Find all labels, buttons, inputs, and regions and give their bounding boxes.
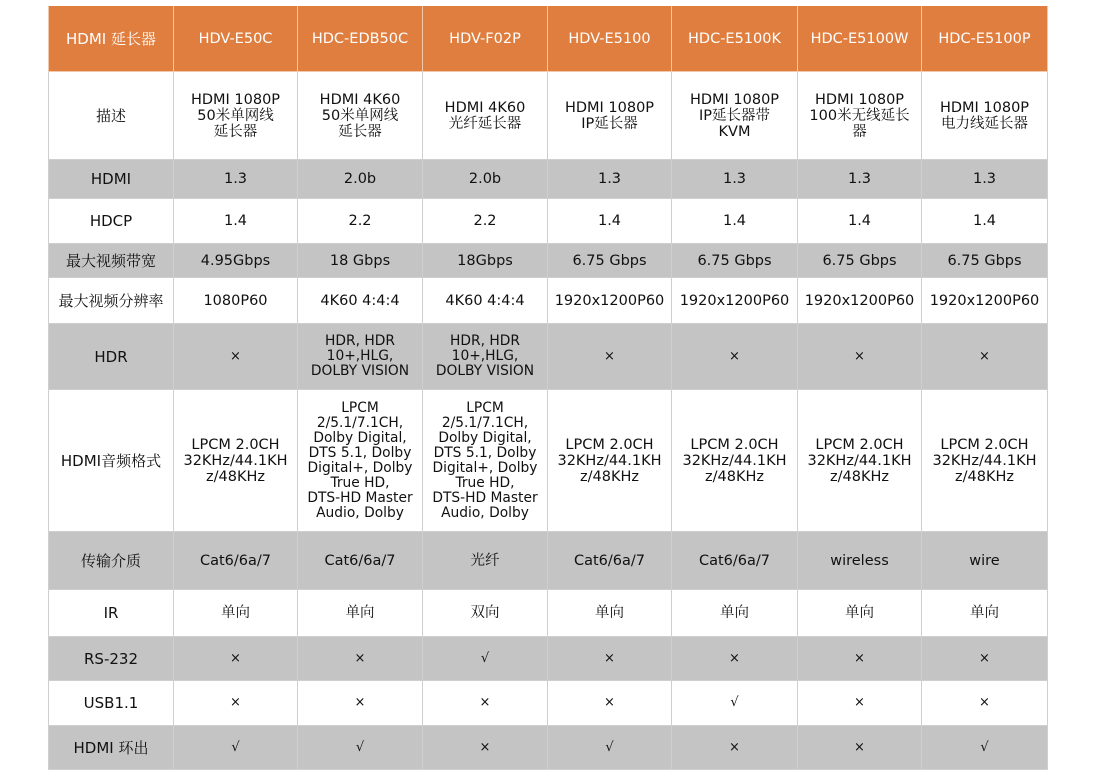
table-cell — [672, 199, 798, 244]
cell-line: 32KHz/44.1KH — [932, 452, 1037, 469]
cell-line: 1.3 — [597, 171, 622, 187]
cell-line: × — [729, 739, 740, 755]
cell-line: × — [230, 650, 241, 666]
cell-line: LPCM 2.0CH — [191, 436, 280, 453]
table-cell — [798, 532, 922, 590]
cell-line: 1.4 — [972, 213, 997, 229]
cell-line: × — [854, 650, 865, 666]
table-cell — [922, 681, 1048, 726]
cell-line: 单向 — [221, 605, 250, 621]
table-row — [49, 390, 1048, 532]
cell-line: 1920x1200P60 — [554, 292, 665, 309]
cell-line: 单向 — [845, 605, 874, 621]
table-cell — [548, 390, 672, 532]
cell-line: 单向 — [595, 605, 624, 621]
table-row — [49, 199, 1048, 244]
cell-line: z/48KHz — [705, 468, 764, 485]
cell-line: 2.2 — [348, 213, 372, 229]
header-model: HDC-E5100K — [672, 6, 798, 72]
cell-line: 1.4 — [597, 213, 622, 229]
table-cell — [922, 324, 1048, 390]
cell-line: × — [354, 695, 366, 710]
cell-line: 单向 — [970, 605, 999, 621]
table-cell — [423, 72, 548, 160]
cell-line: 单向 — [345, 605, 375, 621]
row-label: HDCP — [49, 199, 174, 244]
cell-line: True HD, — [330, 474, 390, 491]
cell-line: z/48KHz — [580, 468, 639, 485]
table-cell — [298, 278, 423, 324]
cell-line: DTS-HD Master — [432, 489, 538, 506]
table-cell — [548, 532, 672, 590]
table-cell — [672, 72, 798, 160]
cell-line: × — [854, 739, 865, 755]
cell-line: 10+,HLG, — [326, 348, 394, 364]
table-cell — [174, 160, 298, 199]
cell-line: HDMI 1080P — [564, 99, 655, 116]
cell-line: DOLBY VISION — [435, 363, 535, 379]
row-label: 最大视频带宽 — [49, 244, 174, 278]
table-cell — [672, 324, 798, 390]
table-cell — [798, 72, 922, 160]
cell-line: wireless — [830, 552, 889, 569]
table-cell — [298, 160, 423, 199]
table-cell — [548, 681, 672, 726]
cell-line: 32KHz/44.1KH — [557, 452, 662, 469]
cell-line: Audio, Dolby — [316, 504, 404, 521]
table-cell — [922, 532, 1048, 590]
table-cell — [798, 726, 922, 770]
cell-line: √ — [355, 739, 365, 755]
table-row — [49, 160, 1048, 199]
table-cell — [174, 681, 298, 726]
spec-comparison-table-wrapper — [48, 6, 1047, 770]
cell-line: 18 Gbps — [329, 252, 391, 269]
cell-line: 1.3 — [972, 171, 997, 187]
cell-line: 4K60 4:4:4 — [445, 292, 525, 309]
table-cell — [298, 244, 423, 278]
cell-line: 32KHz/44.1KH — [807, 452, 912, 469]
cell-line: 单向 — [720, 605, 749, 621]
cell-line: KVM — [718, 123, 751, 140]
cell-line: 延长器 — [213, 123, 258, 140]
table-cell — [174, 244, 298, 278]
cell-line: DTS 5.1, Dolby — [433, 444, 537, 461]
table-cell — [174, 390, 298, 532]
cell-line: × — [354, 650, 366, 666]
cell-line: 1.3 — [223, 171, 248, 187]
row-label: 传输介质 — [49, 532, 174, 590]
cell-line: × — [979, 695, 990, 710]
table-cell — [672, 637, 798, 681]
cell-line: Cat6/6a/7 — [199, 552, 272, 569]
cell-line: 2/5.1/7.1CH, — [441, 414, 529, 431]
table-cell — [423, 590, 548, 637]
table-row — [49, 590, 1048, 637]
cell-line: Audio, Dolby — [441, 504, 529, 521]
table-row — [49, 726, 1048, 770]
row-label: 最大视频分辨率 — [49, 278, 174, 324]
cell-line: wire — [969, 552, 1000, 569]
table-cell — [548, 160, 672, 199]
cell-line: HDMI 4K60 — [444, 99, 526, 116]
table-cell — [922, 390, 1048, 532]
cell-line: Digital+, Dolby — [432, 459, 538, 476]
cell-line: × — [604, 348, 615, 364]
row-label: HDMI音频格式 — [49, 390, 174, 532]
cell-line: 延长器 — [338, 123, 382, 140]
table-cell — [922, 637, 1048, 681]
table-cell — [174, 324, 298, 390]
cell-line: LPCM 2.0CH — [690, 436, 779, 453]
table-cell — [298, 637, 423, 681]
table-cell — [798, 278, 922, 324]
cell-line: 10+,HLG, — [451, 348, 519, 364]
table-cell — [298, 199, 423, 244]
cell-line: 32KHz/44.1KH — [682, 452, 787, 469]
cell-line: 18Gbps — [457, 252, 513, 269]
table-cell — [798, 637, 922, 681]
cell-line: Cat6/6a/7 — [324, 552, 396, 569]
cell-line: HDMI 4K60 — [319, 91, 401, 108]
table-cell — [922, 199, 1048, 244]
cell-line: × — [479, 739, 491, 755]
cell-line: HDMI 1080P — [939, 99, 1030, 116]
cell-line: × — [854, 695, 865, 710]
header-model: HDV-E5100 — [548, 6, 672, 72]
table-cell — [174, 278, 298, 324]
cell-line: 2.0b — [343, 171, 377, 187]
table-cell — [174, 726, 298, 770]
cell-line: DTS 5.1, Dolby — [308, 444, 412, 461]
table-cell — [922, 244, 1048, 278]
table-cell — [423, 199, 548, 244]
table-cell — [922, 590, 1048, 637]
table-cell — [798, 244, 922, 278]
cell-line: z/48KHz — [955, 468, 1014, 485]
table-cell — [922, 160, 1048, 199]
table-cell — [298, 72, 423, 160]
table-cell — [922, 726, 1048, 770]
table-row — [49, 244, 1048, 278]
cell-line: × — [479, 695, 491, 710]
table-cell — [423, 390, 548, 532]
table-cell — [922, 72, 1048, 160]
table-cell — [423, 324, 548, 390]
table-cell — [423, 681, 548, 726]
cell-line: 50米单网线 — [321, 107, 399, 124]
table-cell — [174, 532, 298, 590]
row-label: 描述 — [49, 72, 174, 160]
cell-line: × — [729, 650, 740, 666]
cell-line: LPCM — [466, 399, 504, 416]
table-row — [49, 324, 1048, 390]
table-cell — [798, 590, 922, 637]
table-cell — [798, 160, 922, 199]
cell-line: HDMI 1080P — [814, 91, 905, 108]
table-row — [49, 637, 1048, 681]
cell-line: 50米单网线 — [197, 107, 274, 124]
cell-line: × — [604, 650, 615, 666]
table-cell — [548, 590, 672, 637]
cell-line: 1920x1200P60 — [804, 292, 915, 309]
cell-line: 2.0b — [468, 171, 502, 187]
cell-line: × — [729, 348, 740, 364]
table-cell — [423, 160, 548, 199]
cell-line: × — [604, 695, 615, 710]
table-cell — [548, 244, 672, 278]
cell-line: HDR, HDR — [450, 333, 520, 349]
cell-line: Cat6/6a/7 — [698, 552, 771, 569]
cell-line: z/48KHz — [206, 468, 265, 485]
cell-line: × — [854, 348, 865, 364]
table-row — [49, 681, 1048, 726]
hdmi-extender-spec-table — [48, 6, 1048, 770]
table-cell — [672, 590, 798, 637]
table-cell — [798, 681, 922, 726]
header-model: HDC-EDB50C — [298, 6, 423, 72]
table-cell — [798, 199, 922, 244]
cell-line: 光纤 — [470, 552, 500, 569]
cell-line: 双向 — [470, 605, 500, 621]
cell-line: 6.75 Gbps — [947, 252, 1022, 269]
cell-line: √ — [980, 739, 989, 755]
cell-line: 1.3 — [722, 171, 747, 187]
row-label: RS-232 — [49, 637, 174, 681]
table-cell — [672, 681, 798, 726]
table-cell — [174, 72, 298, 160]
row-label: HDMI — [49, 160, 174, 199]
cell-line: 1.4 — [223, 213, 248, 229]
cell-line: IP延长器带 — [698, 107, 771, 124]
table-cell — [298, 590, 423, 637]
cell-line: 32KHz/44.1KH — [183, 452, 288, 469]
row-label: IR — [49, 590, 174, 637]
cell-line: Cat6/6a/7 — [573, 552, 646, 569]
table-cell — [423, 532, 548, 590]
table-cell — [672, 532, 798, 590]
table-cell — [672, 390, 798, 532]
cell-line: 电力线延长器 — [941, 115, 1028, 132]
cell-line: HDR, HDR — [325, 333, 395, 349]
table-cell — [672, 278, 798, 324]
cell-line: 1920x1200P60 — [679, 292, 790, 309]
table-row — [49, 72, 1048, 160]
cell-line: × — [979, 650, 990, 666]
row-label: HDR — [49, 324, 174, 390]
cell-line: Digital+, Dolby — [307, 459, 413, 476]
cell-line: DOLBY VISION — [310, 363, 410, 379]
cell-line: 100米无线延长 — [809, 107, 910, 124]
cell-line: LPCM — [341, 399, 379, 416]
cell-line: 2.2 — [473, 213, 497, 229]
table-cell — [423, 278, 548, 324]
table-cell — [548, 637, 672, 681]
header-model: HDC-E5100P — [922, 6, 1048, 72]
cell-line: HDMI 1080P — [190, 91, 281, 108]
table-cell — [423, 637, 548, 681]
cell-line: 1080P60 — [203, 292, 268, 309]
table-cell — [798, 324, 922, 390]
cell-line: × — [230, 348, 241, 364]
cell-line: LPCM 2.0CH — [565, 436, 654, 453]
cell-line: 1920x1200P60 — [929, 292, 1040, 309]
cell-line: 4.95Gbps — [200, 252, 271, 269]
cell-line: 1.3 — [847, 171, 872, 187]
table-cell — [174, 199, 298, 244]
table-cell — [672, 726, 798, 770]
table-cell — [922, 278, 1048, 324]
table-cell — [423, 726, 548, 770]
cell-line: × — [230, 695, 241, 710]
cell-line: √ — [730, 695, 739, 710]
cell-line: IP延长器 — [581, 115, 638, 132]
header-row — [49, 6, 1048, 72]
table-cell — [298, 681, 423, 726]
row-label: USB1.1 — [49, 681, 174, 726]
table-cell — [298, 726, 423, 770]
table-cell — [672, 160, 798, 199]
cell-line: 器 — [852, 123, 867, 140]
table-cell — [298, 324, 423, 390]
table-cell — [672, 244, 798, 278]
cell-line: 6.75 Gbps — [697, 252, 772, 269]
cell-line: √ — [480, 650, 490, 666]
header-model: HDV-E50C — [174, 6, 298, 72]
table-cell — [548, 278, 672, 324]
table-cell — [548, 726, 672, 770]
cell-line: √ — [231, 739, 240, 755]
table-cell — [298, 532, 423, 590]
table-row — [49, 532, 1048, 590]
cell-line: 1.4 — [847, 213, 872, 229]
cell-line: × — [979, 348, 990, 364]
cell-line: √ — [605, 739, 614, 755]
row-label: HDMI 环出 — [49, 726, 174, 770]
cell-line: z/48KHz — [830, 468, 889, 485]
cell-line: 1.4 — [722, 213, 747, 229]
table-cell — [798, 390, 922, 532]
table-cell — [298, 390, 423, 532]
header-model: HDV-F02P — [423, 6, 548, 72]
cell-line: True HD, — [455, 474, 515, 491]
header-category: HDMI 延长器 — [49, 6, 174, 72]
table-cell — [548, 324, 672, 390]
cell-line: DTS-HD Master — [307, 489, 413, 506]
cell-line: LPCM 2.0CH — [815, 436, 904, 453]
cell-line: Dolby Digital, — [438, 429, 532, 446]
cell-line: 光纤延长器 — [448, 115, 522, 132]
cell-line: Dolby Digital, — [313, 429, 407, 446]
table-body — [49, 72, 1048, 770]
table-cell — [548, 199, 672, 244]
header-model: HDC-E5100W — [798, 6, 922, 72]
table-cell — [423, 244, 548, 278]
cell-line: 4K60 4:4:4 — [320, 292, 400, 309]
cell-line: 6.75 Gbps — [822, 252, 897, 269]
cell-line: 6.75 Gbps — [572, 252, 647, 269]
table-cell — [174, 590, 298, 637]
cell-line: HDMI 1080P — [689, 91, 780, 108]
table-cell — [548, 72, 672, 160]
table-row — [49, 278, 1048, 324]
table-cell — [174, 637, 298, 681]
cell-line: LPCM 2.0CH — [940, 436, 1029, 453]
cell-line: 2/5.1/7.1CH, — [316, 414, 404, 431]
